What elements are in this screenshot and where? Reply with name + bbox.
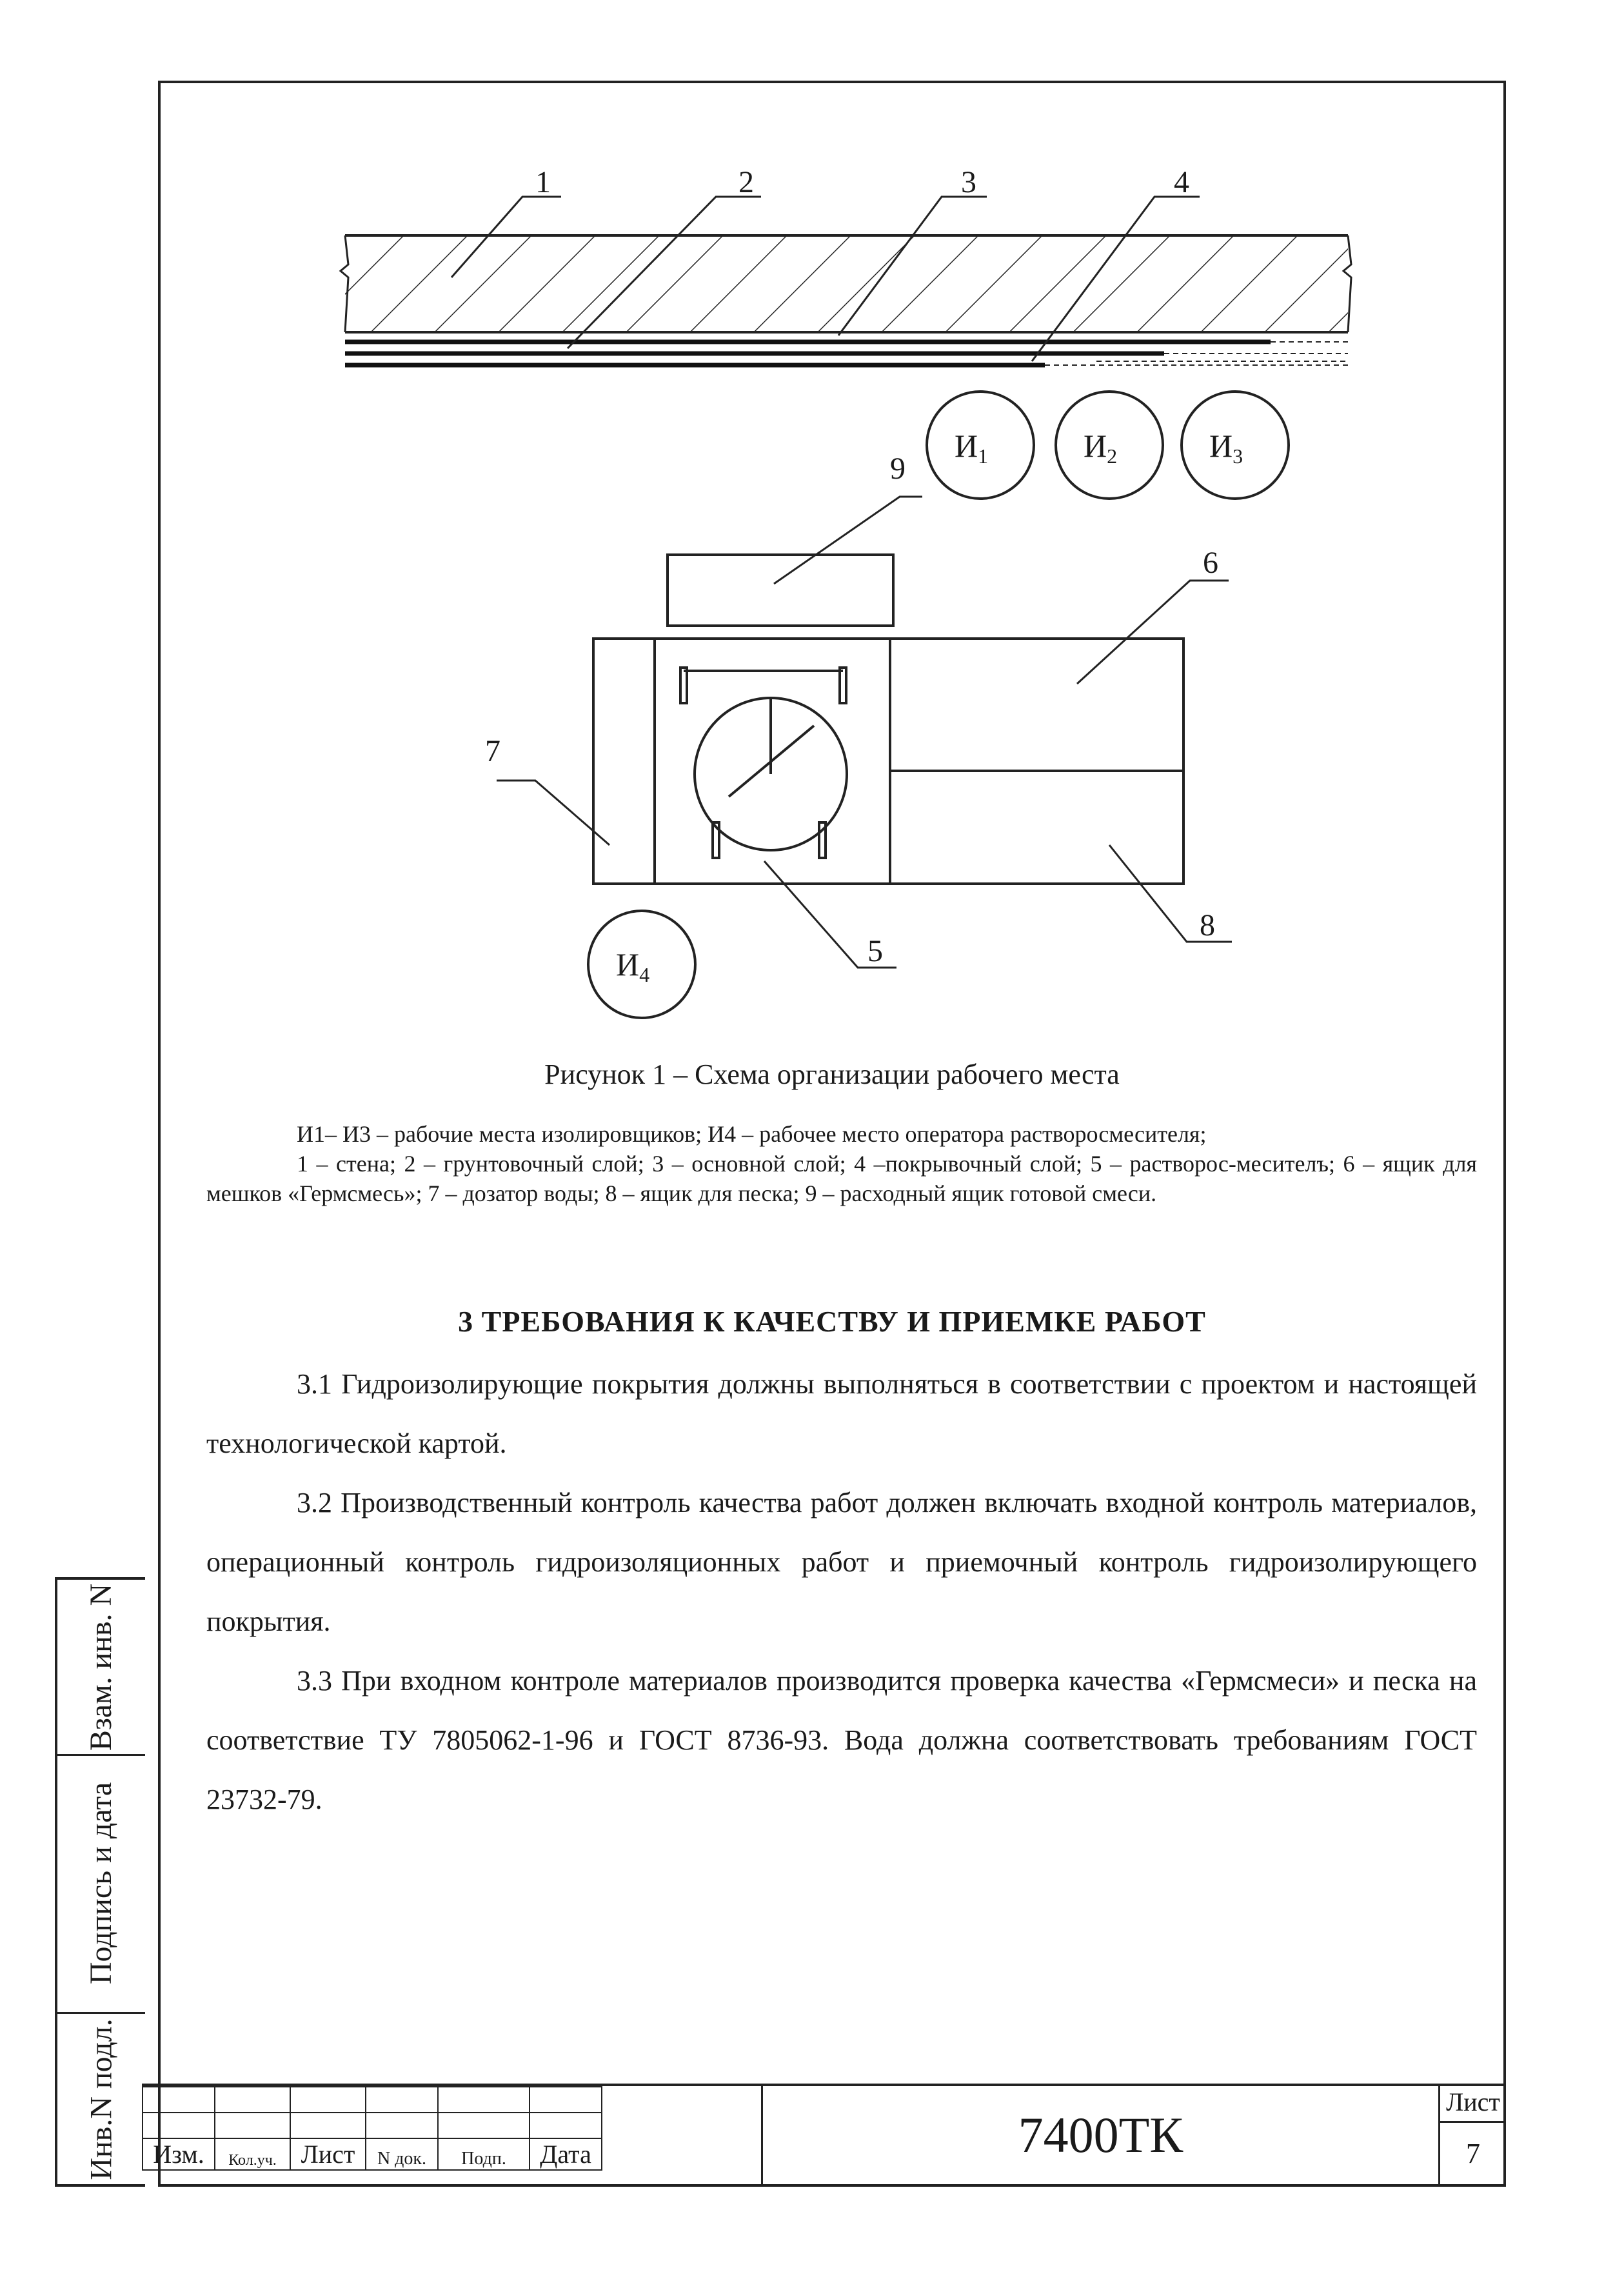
col-podp: Подп. [438, 2138, 530, 2170]
label-7: 7 [485, 734, 500, 768]
sheet-label: Лист [1440, 2084, 1506, 2123]
section-heading: 3 ТРЕБОВАНИЯ К КАЧЕСТВУ И ПРИЕМКЕ РАБОТ [458, 1305, 1206, 1338]
side-stamp [55, 1577, 145, 2187]
legend-line-2: 1 – стена; 2 – грунтовочный слой; 3 – основной слой; 4 –покрывочный слой; 5 – растворос-месителъ; 6 – ящик для мешков «Гермсмесь»; 7 – дозатор воды; 8 – ящик для песка; 9 – расходный ящик готовой смеси. [206, 1151, 1477, 1206]
label-9: 9 [890, 452, 906, 486]
side-cell-podpis [57, 1754, 145, 2014]
label-6: 6 [1203, 546, 1218, 580]
mix-box [668, 555, 893, 626]
col-n-dok: N док. [366, 2138, 438, 2170]
wall-section [341, 235, 1351, 332]
figure-caption: Рисунок 1 – Схема организации рабочего места [544, 1059, 1120, 1090]
side-label-inv: Инв.N подл. [84, 2018, 119, 2180]
col-data: Дата [530, 2138, 602, 2170]
worker-2 [1056, 392, 1163, 499]
worker-3 [1182, 392, 1289, 499]
side-label-vzam: Взам. инв. N [84, 1583, 119, 1751]
col-kol-uch: Кол.уч. [215, 2138, 290, 2170]
legend-line-1: И1– И3 – рабочие места изолировщиков; И4 – рабочее место оператора растворосмесителя; [297, 1121, 1207, 1147]
col-list: Лист [290, 2138, 366, 2170]
revision-table [142, 2086, 602, 2171]
section-body [206, 1355, 1477, 1829]
sheet-box [1438, 2084, 1506, 2187]
svg-text:И2: $И_2$ [1084, 428, 1118, 468]
col-izm: Изм. [143, 2138, 215, 2170]
svg-text:И4: $И_4$ [616, 946, 650, 986]
label-3: 3 [961, 165, 976, 199]
side-cell-vzam [57, 1580, 145, 1756]
side-label-podpis: Подпись и дата [84, 1782, 119, 1984]
paragraph-3-2: 3.2 Производственный контроль качества работ должен включать входной контроль материалов, операционный контроль гидроизоляционных работ и приемочный контроль гидроизолирующего покрытия. [206, 1487, 1477, 1637]
side-cell-inv [57, 2012, 145, 2187]
sheet-number: 7 [1466, 2138, 1480, 2169]
paragraph-3-3: 3.3 При входном контроле материалов производится проверка качества «Гермсмеси» и песка на соответствие ТУ 7805062-1-96 и ГОСТ 8736-93. Вода должна соответствовать требованиям ГОСТ 23732-79. [206, 1665, 1477, 1815]
label-5: 5 [867, 934, 883, 968]
worker-4 [588, 911, 695, 1018]
equipment-block [593, 639, 1183, 884]
figure-legend [206, 1119, 1477, 1208]
waterproofing-layers [345, 342, 1348, 365]
label-8: 8 [1200, 908, 1215, 942]
label-2: 2 [738, 165, 754, 199]
paragraph-3-1: 3.1 Гидроизолирующие покрытия должны выполняться в соответствии с проектом и настоящей технологической картой. [206, 1368, 1477, 1459]
label-4: 4 [1174, 165, 1189, 199]
svg-text:И1: $И_1$ [955, 428, 989, 468]
label-1: 1 [535, 165, 551, 199]
svg-text:И3: $И_3$ [1209, 428, 1243, 468]
workplace-diagram [0, 0, 1624, 1045]
worker-1 [927, 392, 1034, 499]
document-code: 7400ТК [761, 2084, 1438, 2187]
